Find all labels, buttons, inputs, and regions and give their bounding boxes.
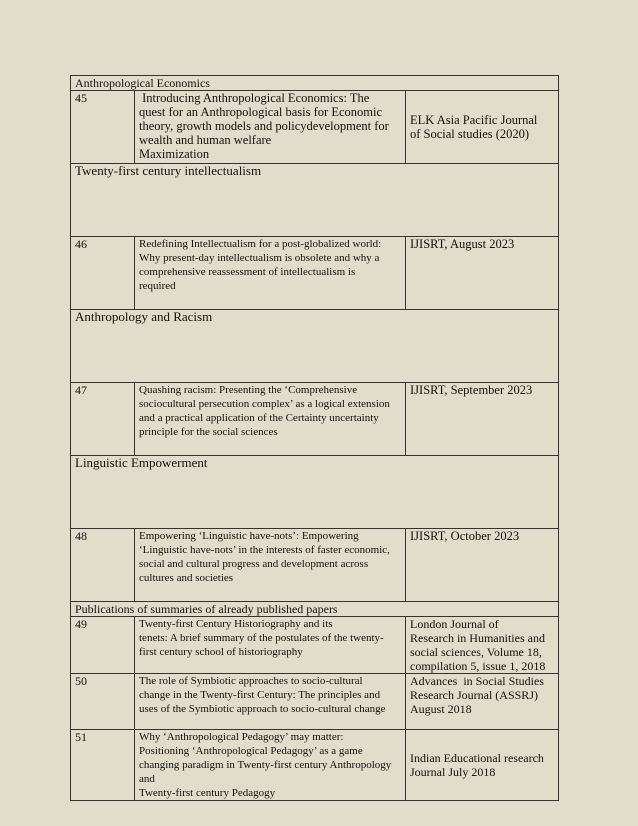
paper-title: Twenty-first Century Historiography and its tenets: A brief summary of the postulates of the twenty- first century school of historiography bbox=[135, 617, 406, 674]
section-header-row bbox=[71, 76, 559, 91]
row-number: 45 bbox=[71, 91, 135, 164]
table-row bbox=[71, 674, 559, 730]
paper-title: Empowering ‘Linguistic have-nots’: Empowering ‘Linguistic have-nots’ in the interests of faster economic, social and cultural progress and development across cultures and societies bbox=[135, 529, 406, 602]
paper-title: Redefining Intellectualism for a post-globalized world: Why present-day intellectualism is obsolete and why a comprehensive reassessment of intellectualism is required bbox=[135, 237, 406, 310]
table-row bbox=[71, 383, 559, 456]
journal-info: ELK Asia Pacific Journal of Social studies (2020) bbox=[406, 91, 559, 164]
table-row bbox=[71, 730, 559, 801]
journal-info: IJISRT, September 2023 bbox=[406, 383, 559, 456]
section-title: Anthropology and Racism bbox=[71, 310, 559, 383]
section-header-row bbox=[71, 310, 559, 383]
row-number: 48 bbox=[71, 529, 135, 602]
section-header-row bbox=[71, 164, 559, 237]
section-title: Anthropological Economics bbox=[71, 76, 559, 91]
journal-info: Indian Educational research Journal July 2018 bbox=[406, 730, 559, 801]
section-header-row bbox=[71, 456, 559, 529]
table-row bbox=[71, 529, 559, 602]
table-row bbox=[71, 91, 559, 164]
journal-info: IJISRT, October 2023 bbox=[406, 529, 559, 602]
section-header-row bbox=[71, 602, 559, 617]
paper-title: Introducing Anthropological Economics: The quest for an Anthropological basis for Economic theory, growth models and policydevelopment for wealth and human welfare Maximization bbox=[135, 91, 406, 164]
journal-info: London Journal of Research in Humanities and social sciences, Volume 18, compilation 5, issue 1, 2018 bbox=[406, 617, 559, 674]
row-number: 50 bbox=[71, 674, 135, 730]
section-title: Twenty-first century intellectualism bbox=[71, 164, 559, 237]
table-row bbox=[71, 237, 559, 310]
row-number: 51 bbox=[71, 730, 135, 801]
section-title: Publications of summaries of already published papers bbox=[71, 602, 559, 617]
journal-info: Advances in Social Studies Research Journal (ASSRJ) August 2018 bbox=[406, 674, 559, 730]
table-row bbox=[71, 617, 559, 674]
row-number: 49 bbox=[71, 617, 135, 674]
paper-title: The role of Symbiotic approaches to socio-cultural change in the Twenty-first Century: The principles and uses of the Symbiotic approach to socio-cultural change bbox=[135, 674, 406, 730]
row-number: 47 bbox=[71, 383, 135, 456]
publications-table bbox=[70, 75, 559, 801]
paper-title: Quashing racism: Presenting the ‘Comprehensive sociocultural persecution complex’ as a logical extension and a practical application of the Certainty uncertainty principle for the social sciences bbox=[135, 383, 406, 456]
section-title: Linguistic Empowerment bbox=[71, 456, 559, 529]
paper-title: Why ‘Anthropological Pedagogy’ may matter: Positioning ‘Anthropological Pedagogy’ as a game changing paradigm in Twenty-first century Anthropology and Twenty-first century Pedagogy bbox=[135, 730, 406, 801]
journal-info: IJISRT, August 2023 bbox=[406, 237, 559, 310]
row-number: 46 bbox=[71, 237, 135, 310]
